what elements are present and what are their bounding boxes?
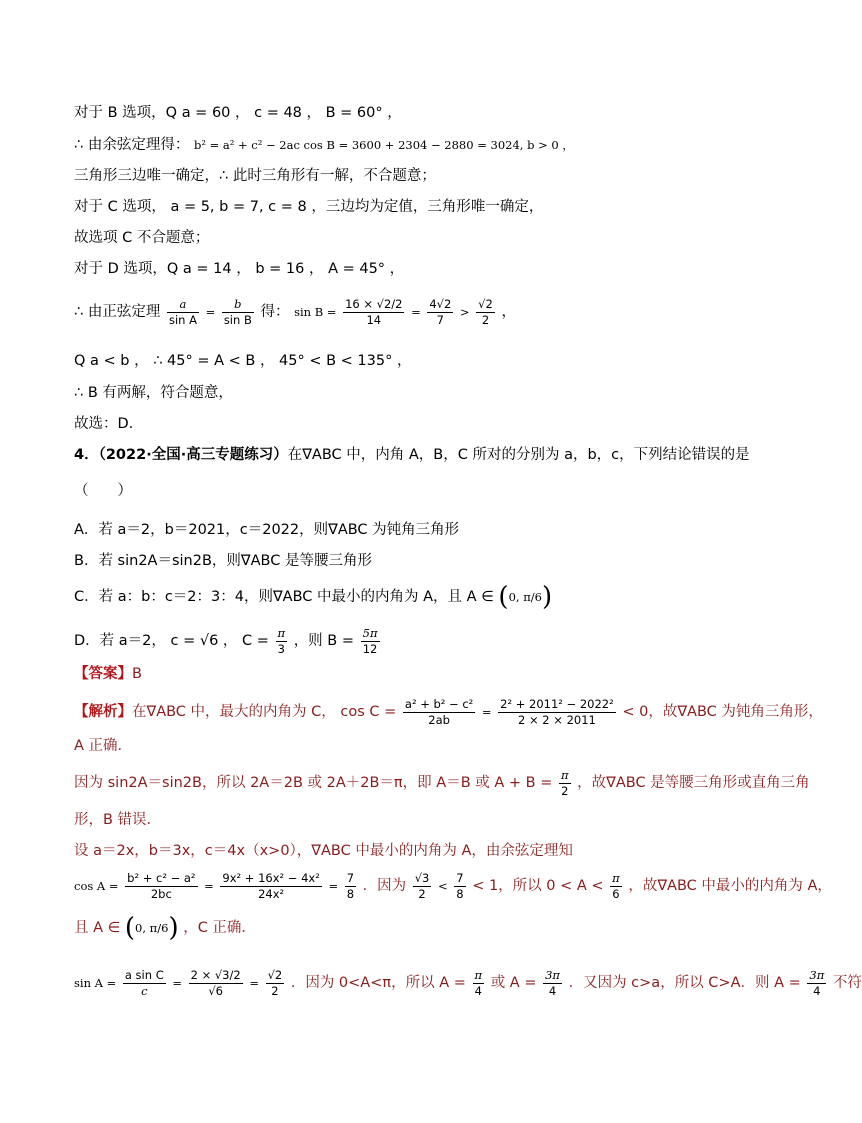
fraction: $\frac{5\pi}{12}$ <box>362 625 378 656</box>
fraction: $\frac{3\pi}{4}$ <box>809 967 825 998</box>
analysis-line <box>74 958 862 1008</box>
equals-sign: = <box>204 879 214 893</box>
answer-line <box>74 665 142 683</box>
text-span: ，则 B = <box>293 633 355 649</box>
option-d <box>74 624 382 658</box>
interval: 0, π/6 <box>508 590 542 604</box>
option-c <box>74 582 552 612</box>
math-expression: b² = a² + c² − 2ac cos B = 3600 + 2304 − 2880 = 3024, b > 0 ， <box>193 138 574 152</box>
text-line: 对于 C 选项， a = 5, b = 7, c = 8 ，三边均为定值，三角形唯一确定， <box>74 199 544 215</box>
text-span: C．若 a：b：c＝2：3：4，则∇ABC 中最小的内角为 A，且 A ∈ <box>74 589 494 605</box>
open-paren: ( <box>498 582 509 612</box>
fraction: $\frac{7}{8}$ <box>456 870 464 901</box>
text-span: 因为 sin2A＝sin2B，所以 2A＝2B 或 2A＋2B＝π，即 A＝B 或 A + B = <box>74 775 553 791</box>
equals-sign: = <box>205 305 216 319</box>
fraction: $\frac{\text{b² + c² − a²}}{2bc}$ <box>127 870 196 901</box>
gt-sign: > <box>459 305 470 319</box>
fraction: $\frac{3\pi}{4}$ <box>545 967 560 998</box>
equals-sign: = <box>249 976 259 990</box>
text-line: 故选项 C 不合题意； <box>74 230 210 246</box>
fraction: $\frac{b}{\text{sin B}}$ <box>223 296 252 327</box>
fraction: $\frac{\pi}{4}$ <box>474 967 483 998</box>
analysis-line: 设 a＝2x，b＝3x，c＝4x（x>0），∇ABC 中最小的内角为 A，由余弦定理知 <box>74 843 573 859</box>
text-span: ∴ 由余弦定理得： <box>74 137 190 153</box>
equals-sign: = <box>172 976 182 990</box>
text-span: ．又因为 c>a，所以 C>A．则 A = <box>568 975 801 991</box>
text-span: ．因为 0<A<π，所以 A = <box>290 975 466 991</box>
analysis-line <box>74 868 832 904</box>
text-span: < 1，所以 0 < A < <box>472 878 604 894</box>
text-span: ，故∇ABC 中最小的内角为 A， <box>628 878 832 894</box>
answer-tag: 【答案】 <box>74 666 132 682</box>
text-span: 不符 <box>832 975 862 991</box>
fraction: $\frac{√2}{2}$ <box>478 296 493 327</box>
fraction: $\frac{\pi}{6}$ <box>612 870 620 901</box>
fraction: $\frac{\pi}{3}$ <box>277 625 286 656</box>
close-paren: ) <box>541 582 553 612</box>
text-span: 且 A ∈ <box>74 920 121 936</box>
text-span: sin A = <box>74 976 117 990</box>
fraction: $\frac{2 \times √3/2}{√6}$ <box>190 967 241 998</box>
text-span: ，故∇ABC 是等腰三角形或直角三角 <box>577 775 810 791</box>
fraction: $\frac{4√2}{7}$ <box>429 296 452 327</box>
option-a: A．若 a＝2，b＝2021，c＝2022，则∇ABC 为钝角三角形 <box>74 522 460 538</box>
analysis-tag: 【解析】 <box>74 704 132 720</box>
text-span: 得： <box>260 304 290 320</box>
answer-paren: （ ） <box>74 483 132 499</box>
analysis-line <box>74 913 256 943</box>
fraction: $\frac{7}{8}$ <box>346 870 355 901</box>
analysis-line: A 正确． <box>74 738 133 754</box>
text-line: Q a < b ， ∴ 45° = A < B ， 45° < B < 135° ， <box>74 353 412 369</box>
text-span: cos A = <box>74 879 119 893</box>
open-paren: ( <box>124 913 136 943</box>
text-span: ∴ 由正弦定理 <box>74 304 161 320</box>
text-line: 故选：D. <box>74 416 134 432</box>
analysis-line: 形，B 错误． <box>74 812 162 828</box>
text-line <box>74 136 574 154</box>
text-line <box>74 292 516 332</box>
text-line: ∴ B 有两解，符合题意， <box>74 385 233 401</box>
option-b: B．若 sin2A＝sin2B，则∇ABC 是等腰三角形 <box>74 553 372 569</box>
equals-sign: = <box>411 305 421 319</box>
analysis-line <box>74 766 810 800</box>
question-stem: 在∇ABC 中，内角 A，B，C 所对的分别为 a，b，c，下列结论错误的是 <box>287 447 750 463</box>
answer-value: B <box>132 666 142 682</box>
analysis-line <box>74 694 823 730</box>
text-span: D．若 a＝2， c = √6 ， C = <box>74 633 269 649</box>
text-span: ， <box>501 304 516 320</box>
fraction: $\frac{\text{9x² + 16x² − 4x²}}{\text{24x²}}$ <box>222 870 320 901</box>
text-span: < 0，故∇ABC 为钝角三角形， <box>622 704 823 720</box>
text-span: ，C 正确． <box>183 920 256 936</box>
fraction: $\frac{\text{a sin C}}{c}$ <box>124 967 164 998</box>
fraction: $\frac{\text{2² + 2011² − 2022²}}{2 \times 2 \times 2011}$ <box>500 696 614 727</box>
fraction: $\frac{a}{\text{sin A}}$ <box>168 296 197 327</box>
fraction: $\frac{\text{a² + b² − c²}}{2ab}$ <box>404 696 474 727</box>
fraction: $\frac{√2}{2}$ <box>267 967 283 998</box>
equals-sign: = <box>481 705 492 719</box>
fraction: $\frac{\pi}{2}$ <box>560 767 569 798</box>
close-paren: ) <box>168 913 179 943</box>
text-span: ．因为 <box>362 878 407 894</box>
text-span: 或 A = <box>490 975 537 991</box>
fraction: $\frac{16 \times √2/2}{14}$ <box>345 296 403 327</box>
lt-sign: < <box>438 879 448 893</box>
question-source: 4．（2022·全国·高三专题练习） <box>74 447 288 463</box>
equals-sign: = <box>328 879 339 893</box>
text-line: 三角形三边唯一确定，∴ 此时三角形有一解，不合题意； <box>74 168 436 184</box>
text-span: sin B = <box>294 305 337 319</box>
question-header <box>74 446 750 464</box>
text-span: 在∇ABC 中，最大的内角为 C， cos C = <box>132 704 397 720</box>
fraction: $\frac{√3}{2}$ <box>414 870 430 901</box>
text-line: 对于 D 选项，Q a = 14 ， b = 16 ， A = 45° ， <box>74 261 405 277</box>
interval: 0, π/6 <box>135 921 169 935</box>
text-line: 对于 B 选项，Q a = 60 ， c = 48 ， B = 60° ， <box>74 105 402 121</box>
